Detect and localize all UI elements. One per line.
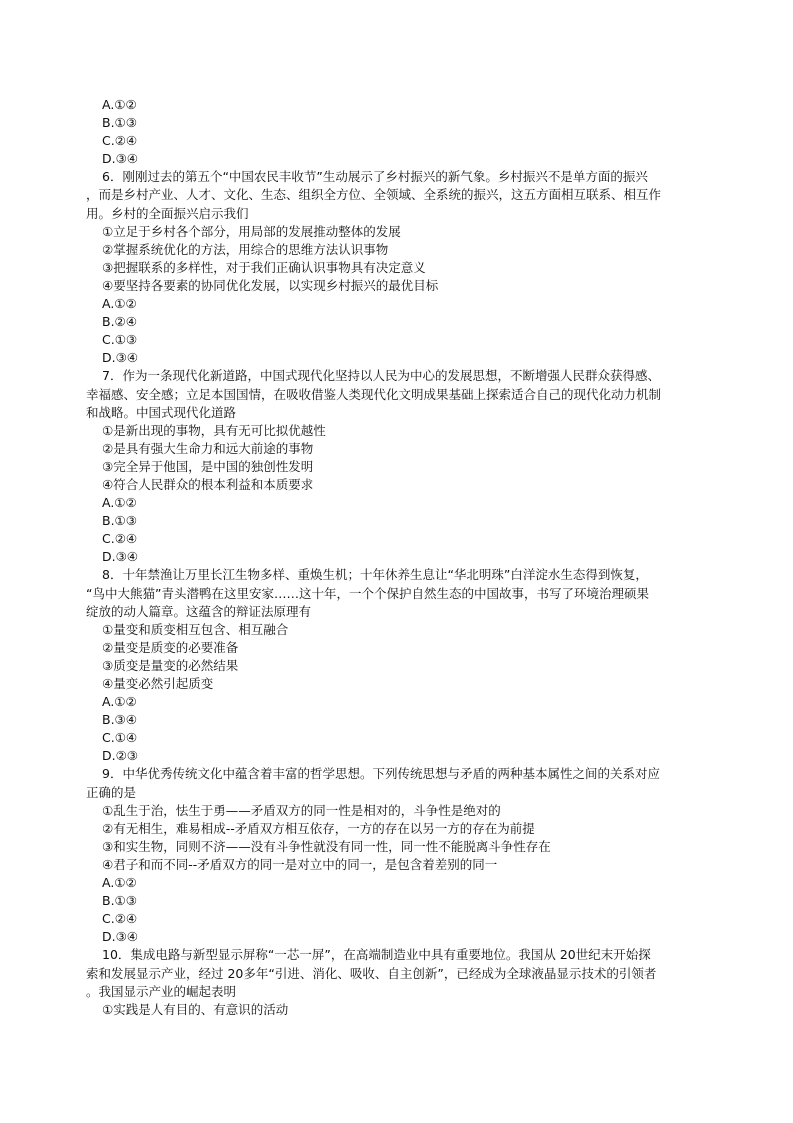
question-stem-continuation: 幸福感、安全感；立足本国国情，在吸收借鉴人类现代化文明成果基础上探索适合自己的现代化动力机制 xyxy=(86,386,662,402)
answer-option: A.①② xyxy=(102,495,137,511)
answer-option: A.①② xyxy=(102,296,137,312)
question-stem-continuation: “鸟中大熊猫”青头潜鸭在这里安家……这十年，一个个保护自然生态的中国故事，书写了环境治理硕果 xyxy=(86,585,649,601)
statement-item: ②是具有强大生命力和远大前途的事物 xyxy=(102,440,314,456)
question-stem-continuation: 用。乡村的全面振兴启示我们 xyxy=(86,205,249,221)
answer-option: A.①② xyxy=(102,875,137,891)
question-stem: 9．中华优秀传统文化中蕴含着丰富的哲学思想。下列传统思想与矛盾的两种基本属性之间的关系对应 xyxy=(102,766,660,782)
statement-item: ④量变必然引起质变 xyxy=(102,676,214,691)
answer-option: B.②④ xyxy=(102,314,137,330)
question-text-block xyxy=(86,96,704,1019)
statement-item: ③把握联系的多样性，对于我们正确认识事物具有决定意义 xyxy=(102,259,426,275)
statement-item: ③质变是量变的必然结果 xyxy=(102,657,239,673)
question-stem: 6．刚刚过去的第五个“中国农民丰收节”生动展示了乡村振兴的新气象。乡村振兴不是单方面的振兴 xyxy=(102,169,648,185)
answer-option: B.①③ xyxy=(102,115,137,131)
answer-option: A.①② xyxy=(102,694,137,710)
answer-option: D.②③ xyxy=(102,748,139,764)
question-stem-continuation: 和战略。中国式现代化道路 xyxy=(86,404,237,420)
answer-option: C.②④ xyxy=(102,133,138,149)
statement-item: ③完全异于他国，是中国的独创性发明 xyxy=(102,458,314,474)
statement-item: ①立足于乡村各个部分，用局部的发展推动整体的发展 xyxy=(102,223,401,239)
answer-option: C.②④ xyxy=(102,911,138,927)
answer-option: C.①④ xyxy=(102,730,138,746)
answer-option: D.③④ xyxy=(102,350,139,366)
statement-item: ③和实生物，同则不济——没有斗争性就没有同一性，同一性不能脱离斗争性存在 xyxy=(102,838,551,854)
question-stem: 10．集成电路与新型显示屏称“一芯一屏”，在高端制造业中具有重要地位。我国从 20世纪末开始探 xyxy=(102,947,651,963)
statement-item: ④符合人民群众的根本利益和本质要求 xyxy=(102,476,314,492)
answer-option: B.①③ xyxy=(102,893,137,909)
statement-item: ②掌握系统优化的方法，用综合的思维方法认识事物 xyxy=(102,241,389,257)
statement-item: ①是新出现的事物，具有无可比拟优越性 xyxy=(102,422,326,438)
statement-item: ①乱生于治，怯生于勇——矛盾双方的同一性是相对的，斗争性是绝对的 xyxy=(102,802,501,818)
statement-item: ①量变和质变相互包含、相互融合 xyxy=(102,621,289,637)
question-stem-continuation: 正确的是 xyxy=(86,784,137,800)
statement-item: ④要坚持各要素的协同优化发展，以实现乡村振兴的最优目标 xyxy=(102,277,439,293)
answer-option: B.③④ xyxy=(102,712,137,728)
statement-item: ①实践是人有目的、有意识的活动 xyxy=(102,1001,289,1017)
question-stem-continuation: ，而是乡村产业、人才、文化、生态、组织全方位、全领域、全系统的振兴，这五方面相互联系、相互作 xyxy=(86,187,662,203)
answer-option: C.②④ xyxy=(102,531,138,547)
statement-item: ②量变是质变的必要准备 xyxy=(102,639,239,655)
answer-option: A.①② xyxy=(102,97,137,112)
question-stem: 7．作为一条现代化新道路，中国式现代化坚持以人民为中心的发展思想，不断增强人民群众获得感、 xyxy=(102,368,660,384)
answer-option: B.①③ xyxy=(102,513,137,529)
question-stem-continuation: 绽放的动人篇章。这蕴含的辩证法原理有 xyxy=(86,603,312,619)
answer-option: C.①③ xyxy=(102,332,138,348)
question-stem-continuation: 。我国显示产业的崛起表明 xyxy=(86,983,237,999)
answer-option: D.③④ xyxy=(102,929,139,945)
statement-item: ②有无相生，难易相成--矛盾双方相互依存，一方的存在以另一方的存在为前提 xyxy=(102,820,535,836)
answer-option: D.③④ xyxy=(102,151,139,167)
answer-option: D.③④ xyxy=(102,549,139,565)
statement-item: ④君子和而不同--矛盾双方的同一是对立中的同一，是包含着差别的同一 xyxy=(102,856,498,872)
question-stem: 8．十年禁渔让万里长江生物多样、重焕生机；十年休养生息让“华北明珠”白洋淀水生态得到恢复， xyxy=(102,567,648,583)
question-stem-continuation: 索和发展显示产业，经过 20多年“引进、消化、吸收、自主创新”，已经成为全球液晶显示技术的引领者 xyxy=(86,965,657,981)
